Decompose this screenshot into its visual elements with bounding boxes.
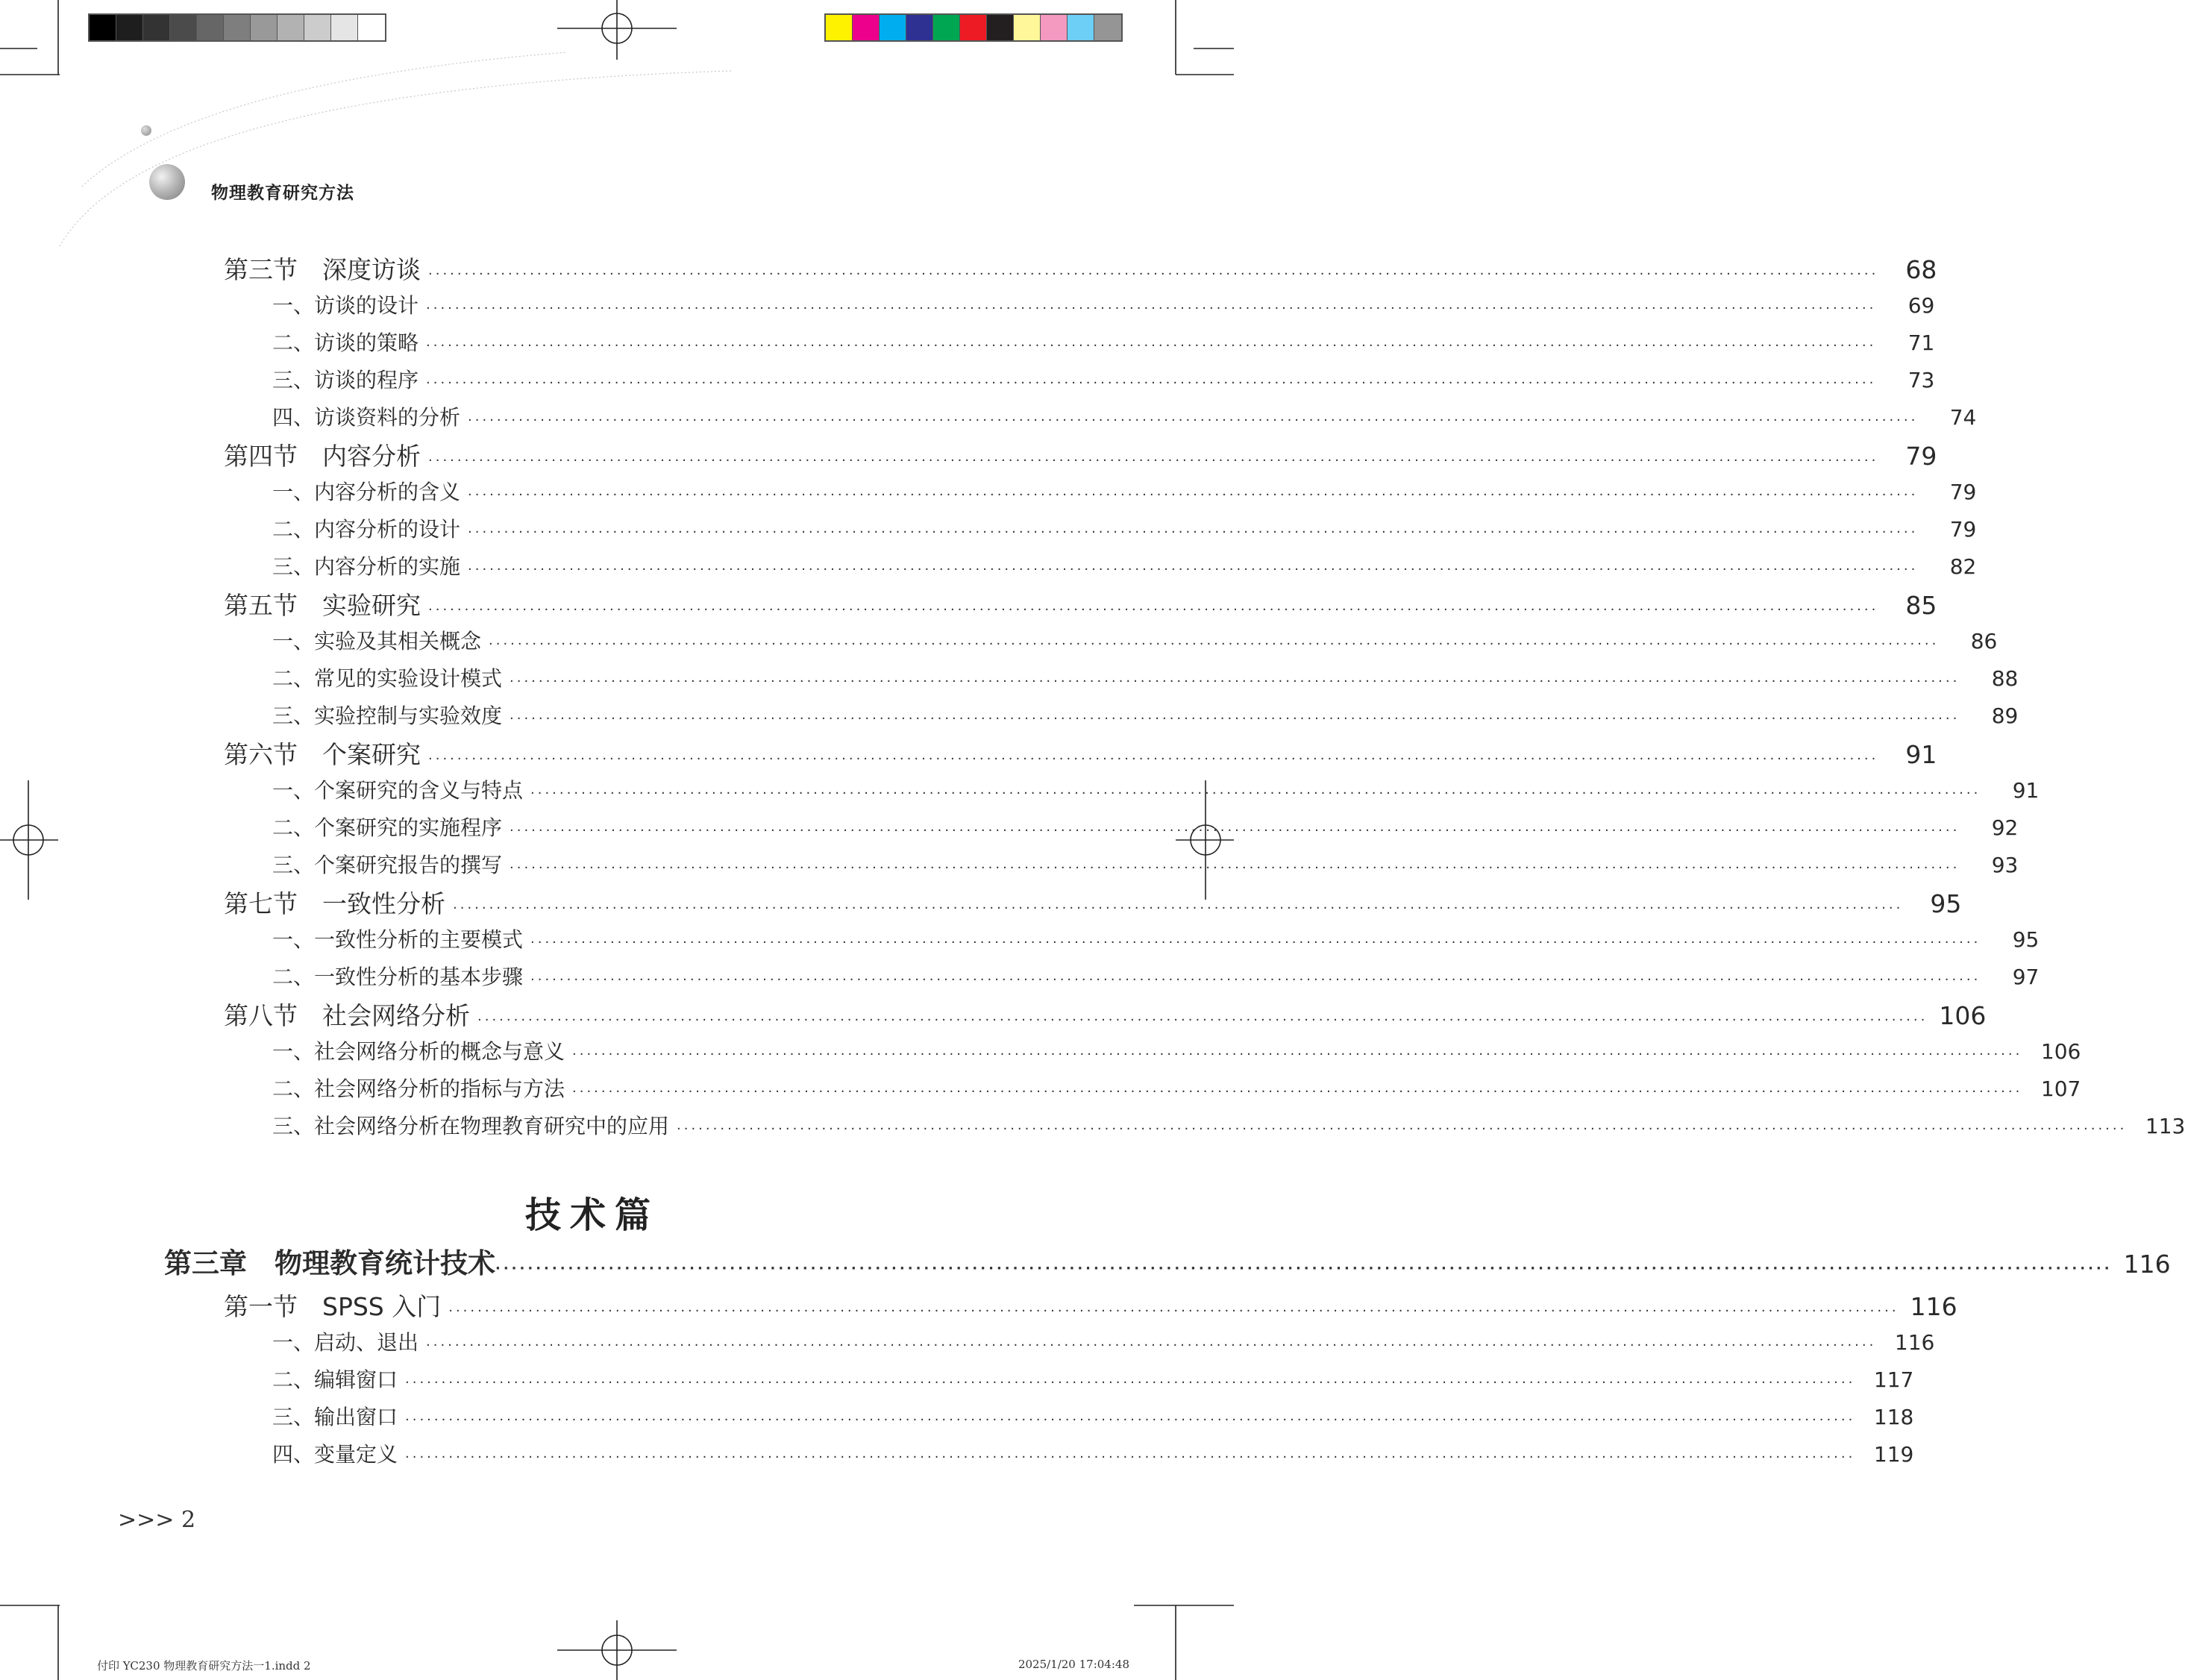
- toc-leader-dots: ········································································································································································································: [572, 1084, 2023, 1100]
- toc-entry-label: 三、实验控制与实验效度: [272, 703, 503, 728]
- color-swatch: [906, 15, 933, 40]
- color-swatch: [1041, 15, 1068, 40]
- toc-entry-label: 一、内容分析的含义: [272, 480, 461, 504]
- toc-subsection-entry[interactable]: [272, 327, 1935, 357]
- toc-subsection-entry[interactable]: [272, 812, 2019, 841]
- toc-entry-label: 第五节 实验研究: [224, 591, 421, 620]
- toc-page-number: 119: [1873, 1442, 1914, 1467]
- toc-page-number: 95: [1930, 889, 1962, 918]
- header-ornament-orb: [149, 164, 185, 200]
- toc-entry-label: 四、访谈资料的分析: [272, 405, 461, 430]
- toc-page-number: 79: [1949, 517, 1977, 542]
- toc-entry-label: 三、内容分析的实施: [272, 554, 461, 579]
- toc-entry-label: 三、访谈的程序: [272, 368, 419, 392]
- gray-swatch: [143, 15, 170, 40]
- toc-entry-label: 第四节 内容分析: [224, 442, 421, 471]
- toc-page-number: 106: [1939, 1001, 1987, 1030]
- color-swatch: [1068, 15, 1094, 40]
- color-swatch: [960, 15, 987, 40]
- toc-leader-dots: ········································································································································································································: [426, 301, 1877, 316]
- toc-page-number: 113: [2145, 1114, 2185, 1138]
- toc-leader-dots: ········································································································································································································: [510, 823, 1960, 839]
- gray-swatch: [90, 15, 116, 40]
- toc-leader-dots: ········································································································································································································: [426, 338, 1877, 354]
- toc-leader-dots: ········································································································································································································: [510, 711, 1960, 727]
- toc-subsection-entry[interactable]: [272, 1401, 1914, 1431]
- toc-section-entry[interactable]: [224, 1288, 1957, 1323]
- toc-entry-label: 三、社会网络分析在物理教育研究中的应用: [272, 1114, 670, 1138]
- toc-entry-label: 一、实验及其相关概念: [272, 629, 482, 653]
- toc-entry-label: 一、访谈的设计: [272, 293, 419, 318]
- color-calibration-bar: [824, 13, 1123, 42]
- toc-entry-label: 三、输出窗口: [272, 1405, 398, 1429]
- toc-entry-label: 二、访谈的策略: [272, 330, 419, 355]
- toc-leader-dots: ········································································································································································································: [426, 375, 1877, 391]
- toc-page-number: 88: [1991, 666, 2019, 691]
- toc-leader-dots: ········································································································································································································: [468, 524, 1919, 540]
- toc-leader-dots: ········································································································································································································: [453, 900, 1904, 916]
- toc-entry-label: 第八节 社会网络分析: [224, 1001, 470, 1030]
- toc-entry-label: 一、启动、退出: [272, 1330, 419, 1355]
- toc-entry-label: 二、个案研究的实施程序: [272, 815, 503, 840]
- toc-page-number: 118: [1873, 1405, 1914, 1429]
- gray-swatch: [116, 15, 143, 40]
- toc-subsection-entry[interactable]: [272, 961, 2040, 991]
- toc-leader-dots: ········································································································································································································: [426, 1338, 1877, 1353]
- color-swatch: [880, 15, 906, 40]
- toc-subsection-entry[interactable]: [272, 1073, 2081, 1103]
- toc-page-number: 85: [1905, 591, 1937, 620]
- toc-page-number: 97: [2012, 965, 2040, 989]
- toc-page-number: 86: [1970, 629, 1998, 653]
- toc-entry-label: 二、常见的实验设计模式: [272, 666, 503, 691]
- part-title: 技术篇: [524, 1194, 659, 1236]
- toc-leader-dots: ········································································································································································································: [428, 602, 1879, 618]
- toc-entry-label: 第三节 深度访谈: [224, 255, 421, 284]
- toc-subsection-entry[interactable]: [272, 1326, 1935, 1356]
- toc-entry-label: 二、社会网络分析的指标与方法: [272, 1076, 565, 1101]
- toc-subsection-entry[interactable]: [272, 924, 2040, 953]
- gray-swatch: [304, 15, 331, 40]
- toc-leader-dots: ········································································································································································································: [428, 751, 1879, 767]
- toc-leader-dots: ········································································································································································································: [468, 562, 1919, 577]
- toc-subsection-entry[interactable]: [272, 1110, 2185, 1140]
- toc-leader-dots: ········································································································································································································: [530, 786, 1981, 801]
- toc-subsection-entry[interactable]: [272, 700, 2019, 730]
- toc-subsection-entry[interactable]: [272, 289, 1935, 319]
- toc-entry-label: 四、变量定义: [272, 1442, 398, 1467]
- toc-subsection-entry[interactable]: [272, 513, 1977, 543]
- toc-page-number: 68: [1905, 255, 1937, 284]
- print-slug-timestamp: 2025/1/20 17:04:48: [1018, 1658, 1129, 1671]
- toc-subsection-entry[interactable]: [272, 1035, 2081, 1065]
- toc-leader-dots: ········································································································································································································: [530, 935, 1981, 950]
- toc-leader-dots: ········································································································································································································: [510, 860, 1960, 876]
- toc-subsection-entry[interactable]: [272, 401, 1977, 431]
- toc-page-number: 74: [1949, 405, 1977, 430]
- toc-page-number: 69: [1907, 293, 1935, 318]
- toc-page-number: 89: [1991, 703, 2019, 728]
- toc-section-entry[interactable]: [224, 997, 1987, 1032]
- toc-leader-dots: ········································································································································································································: [572, 1047, 2023, 1062]
- toc-entry-label: 三、个案研究报告的撰写: [272, 853, 503, 877]
- toc-entry-label: 一、一致性分析的主要模式: [272, 927, 524, 952]
- toc-entry-label: 二、编辑窗口: [272, 1367, 398, 1392]
- color-swatch: [826, 15, 853, 40]
- color-swatch: [1094, 15, 1121, 40]
- toc-leader-dots: ········································································································································································································: [495, 1261, 2113, 1276]
- toc-page-number: 117: [1873, 1367, 1914, 1392]
- color-swatch: [853, 15, 880, 40]
- toc-section-entry[interactable]: [224, 251, 1937, 286]
- gray-swatch: [170, 15, 197, 40]
- toc-entry-label: 第六节 个案研究: [224, 740, 421, 769]
- toc-leader-dots: ········································································································································································································: [468, 413, 1919, 428]
- toc-section-entry[interactable]: [224, 885, 1962, 920]
- toc-page-number: 107: [2040, 1076, 2081, 1101]
- toc-page-number: 79: [1949, 480, 1977, 504]
- page-folio: >>> 2: [118, 1507, 196, 1533]
- gray-swatch: [278, 15, 304, 40]
- toc-leader-dots: ········································································································································································································: [405, 1412, 1856, 1428]
- toc-leader-dots: ········································································································································································································: [428, 453, 1879, 468]
- toc-section-entry[interactable]: [224, 437, 1937, 472]
- grayscale-calibration-bar: [88, 13, 386, 42]
- toc-page-number: 116: [1894, 1330, 1935, 1355]
- toc-page-number: 116: [2123, 1250, 2171, 1279]
- gray-swatch: [251, 15, 278, 40]
- toc-entry-label: 第一节 SPSS 入门: [224, 1292, 442, 1321]
- toc-page-number: 91: [2012, 778, 2040, 803]
- color-swatch: [1014, 15, 1041, 40]
- toc-leader-dots: ········································································································································································································: [489, 636, 1940, 652]
- color-swatch: [987, 15, 1014, 40]
- toc-subsection-entry[interactable]: [272, 774, 2040, 804]
- toc-section-entry[interactable]: [224, 586, 1937, 621]
- toc-leader-dots: ········································································································································································································: [405, 1375, 1856, 1391]
- toc-page-number: 116: [1910, 1292, 1957, 1321]
- color-swatch: [933, 15, 960, 40]
- toc-page-number: 93: [1991, 853, 2019, 877]
- toc-subsection-entry[interactable]: [272, 1438, 1914, 1468]
- gray-swatch: [358, 15, 385, 40]
- toc-entry-label: 第七节 一致性分析: [224, 889, 445, 918]
- gray-swatch: [197, 15, 224, 40]
- toc-entry-label: 一、社会网络分析的概念与意义: [272, 1039, 565, 1064]
- toc-chapter-entry[interactable]: [164, 1241, 2171, 1281]
- gray-swatch: [224, 15, 251, 40]
- toc-subsection-entry[interactable]: [272, 625, 1998, 655]
- toc-entry-label: 一、个案研究的含义与特点: [272, 778, 524, 803]
- toc-leader-dots: ········································································································································································································: [468, 487, 1919, 503]
- toc-leader-dots: ········································································································································································································: [428, 266, 1879, 282]
- toc-subsection-entry[interactable]: [272, 551, 1977, 580]
- toc-section-entry[interactable]: [224, 736, 1937, 771]
- toc-page-number: 82: [1949, 554, 1977, 579]
- toc-subsection-entry[interactable]: [272, 849, 2019, 879]
- toc-leader-dots: ········································································································································································································: [530, 972, 1981, 988]
- running-title: 物理教育研究方法: [211, 184, 354, 203]
- toc-page-number: 95: [2012, 927, 2040, 952]
- gray-swatch: [331, 15, 358, 40]
- toc-subsection-entry[interactable]: [272, 662, 2019, 692]
- toc-leader-dots: ········································································································································································································: [405, 1449, 1856, 1465]
- toc-page-number: 91: [1905, 740, 1937, 769]
- toc-subsection-entry[interactable]: [272, 364, 1935, 394]
- toc-leader-dots: ········································································································································································································: [448, 1303, 1899, 1319]
- toc-subsection-entry[interactable]: [272, 476, 1977, 506]
- print-slug-filename: 付印 YC230 物理教育研究方法一1.indd 2: [97, 1659, 311, 1673]
- toc-page-number: 106: [2040, 1039, 2081, 1064]
- toc-leader-dots: ········································································································································································································: [677, 1121, 2128, 1137]
- toc-page-number: 79: [1905, 442, 1937, 471]
- toc-leader-dots: ········································································································································································································: [510, 674, 1960, 689]
- toc-subsection-entry[interactable]: [272, 1364, 1914, 1394]
- toc-page-number: 71: [1907, 330, 1935, 355]
- toc-page-number: 92: [1991, 815, 2019, 840]
- toc-entry-label: 二、一致性分析的基本步骤: [272, 965, 524, 989]
- toc-page-number: 73: [1907, 368, 1935, 392]
- toc-entry-label: 第三章 物理教育统计技术: [164, 1247, 495, 1279]
- toc-leader-dots: ········································································································································································································: [477, 1012, 1928, 1028]
- toc-entry-label: 二、内容分析的设计: [272, 517, 461, 542]
- header-ornament-dot: [141, 125, 151, 136]
